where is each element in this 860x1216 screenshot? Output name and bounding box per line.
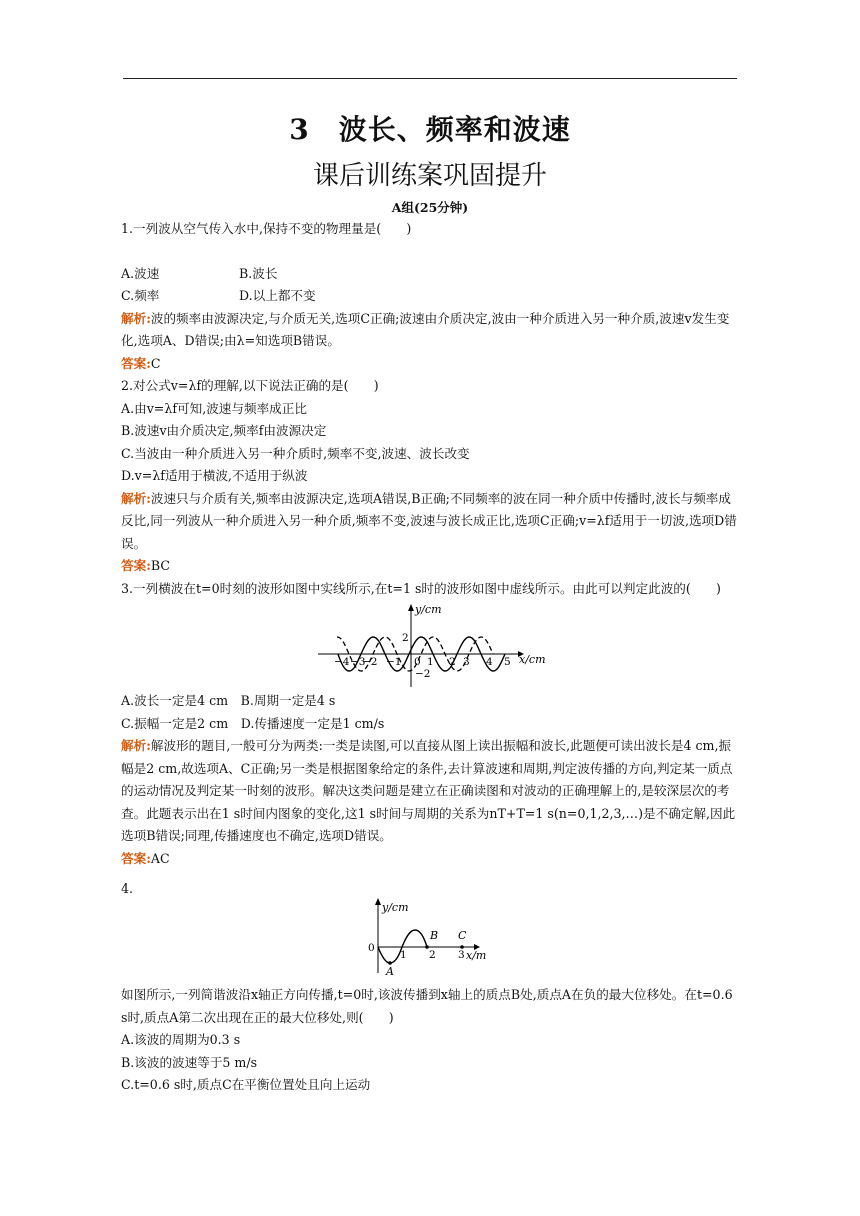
answer (121, 353, 739, 376)
answer-text: C (150, 355, 161, 371)
x-tick: 2 (449, 656, 456, 668)
y-axis-arrow (375, 898, 381, 905)
point-a-label: A (386, 965, 394, 978)
answer-label: 答案: (121, 558, 151, 573)
option-a: A.波速 (121, 265, 160, 281)
question-3-stem (121, 578, 739, 601)
origin-label: 0 (368, 942, 375, 954)
page-title: 3 波长、频率和波速 (289, 113, 571, 146)
analysis (121, 308, 739, 353)
x-tick: 4 (486, 656, 493, 668)
option-d: D.v=λf适用于横波,不适用于纵波 (121, 468, 308, 483)
option-a: A.该波的周期为0.3 s (121, 1032, 241, 1047)
option-d: D.以上都不变 (239, 288, 316, 303)
question-4-body (121, 984, 739, 1097)
option-a: A.由v=λf可知,波速与频率成正比 (121, 400, 307, 416)
option-row-2: C.振幅一定是2 cm D.传播速度一定是1 cm/s (121, 715, 385, 731)
analysis-text: 解波形的题目,一般可分为两类:一类是读图,可以直接从图上读出振幅和波长,此题便可读出波长是4 cm,振幅是2 cm,故选项A、C正确;另一类是根据图象给定的条件,去计算波速和周期,判定波传播的方向,判定某一质点的运动情况及判定某一时刻的波形。解决这类问题是建立在正确读图和对波动的正确理解上的,是较深层次的考查。此题表示出在1 s时间内图象的变化,这1 s时间与周期的关系为nT+T=1 s(n=0,1,2,3,…)是不确定解,因此选项B错误;同理,传播速度也不确定,选项D错误。 (121, 738, 736, 843)
y-tick-2: 2 (402, 632, 409, 644)
x-tick: 1 (400, 949, 407, 961)
analysis (121, 735, 739, 848)
x-tick: −4 (334, 656, 350, 668)
x-axis-label: x/cm (519, 653, 546, 666)
header-rule (123, 78, 737, 79)
wave-figure (316, 601, 546, 691)
x-tick: −3 (350, 656, 366, 668)
answer (121, 848, 739, 871)
x-tick: 0 (414, 656, 421, 668)
x-tick: 2 (429, 949, 436, 961)
analysis (121, 488, 739, 556)
x-tick: −1 (386, 656, 402, 668)
section-heading: A组(25分钟) (391, 200, 469, 215)
y-axis-label: y/cm (382, 901, 409, 914)
question-2 (121, 375, 739, 578)
option-row-1: A.波长一定是4 cm B.周期一定是4 s (121, 693, 336, 708)
x-tick: −2 (362, 656, 378, 668)
option-c: C.当波由一种介质进入另一种介质时,频率不变,波速、波长改变 (121, 445, 470, 461)
option-c: C.t=0.6 s时,质点C在平衡位置处且向上运动 (121, 1077, 371, 1092)
answer-text: AC (150, 850, 170, 866)
x-axis-label: x/m (466, 949, 487, 962)
question-stem: 如图所示,一列简谐波沿x轴正方向传播,t=0时,该波传播到x轴上的质点B处,质点A在负的最大位移处。在t=0.6 s时,质点A第二次出现在正的最大位移处,则( ) (121, 987, 733, 1025)
analysis-label: 解析: (121, 738, 151, 753)
answer-label: 答案: (121, 355, 151, 371)
analysis-text: 波速只与介质有关,频率由波源决定,选项A错误,B正确;不同频率的波在同一种介质中传播时,波长与频率成反比,同一列波从一种介质进入另一种介质,频率不变,波速与波长成正比,选项C正确;v=λf适用于一切波,选项D错误。 (121, 490, 737, 551)
point-b-label: B (430, 929, 439, 942)
analysis-label: 解析: (121, 310, 151, 326)
option-grid (121, 263, 739, 308)
answer-text: BC (150, 558, 170, 573)
option-c: C.频率 (121, 288, 160, 303)
wave-figure-q4 (362, 893, 492, 978)
option-b: B.波长 (239, 265, 278, 281)
x-tick: 3 (458, 949, 465, 961)
question-3-body (121, 690, 739, 870)
y-axis-arrow (408, 604, 414, 611)
point-c-label: C (458, 929, 467, 942)
answer (121, 555, 739, 578)
x-tick: 5 (504, 656, 511, 668)
question-stem: 3.一列横波在t=0时刻的波形如图中实线所示,在t=1 s时的波形如图中虚线所示。由此可以判定此波的( ) (121, 581, 721, 596)
question-stem: 2.对公式v=λf的理解,以下说法正确的是( ) (121, 378, 379, 393)
option-b: B.该波的波速等于5 m/s (121, 1054, 258, 1070)
x-tick: 1 (427, 656, 434, 668)
answer-label: 答案: (121, 850, 151, 866)
analysis-text: 波的频率由波源决定,与介质无关,选项C正确;波速由介质决定,波由一种介质进入另一种介质,波速v发生变化,选项A、D错误;由λ=知选项B错误。 (121, 310, 730, 348)
y-tick-neg2: −2 (415, 668, 431, 680)
question-stem: 1.一列波从空气传入水中,保持不变的物理量是( ) (121, 221, 412, 236)
option-b: B.波速v由介质决定,频率f由波源决定 (121, 423, 327, 438)
question-number: 4. (121, 881, 134, 896)
y-axis-label: y/cm (415, 603, 442, 616)
page-subtitle: 课后训练案巩固提升 (312, 161, 547, 191)
question-1 (121, 218, 739, 375)
x-tick: 3 (463, 656, 470, 668)
analysis-label: 解析: (121, 490, 151, 506)
